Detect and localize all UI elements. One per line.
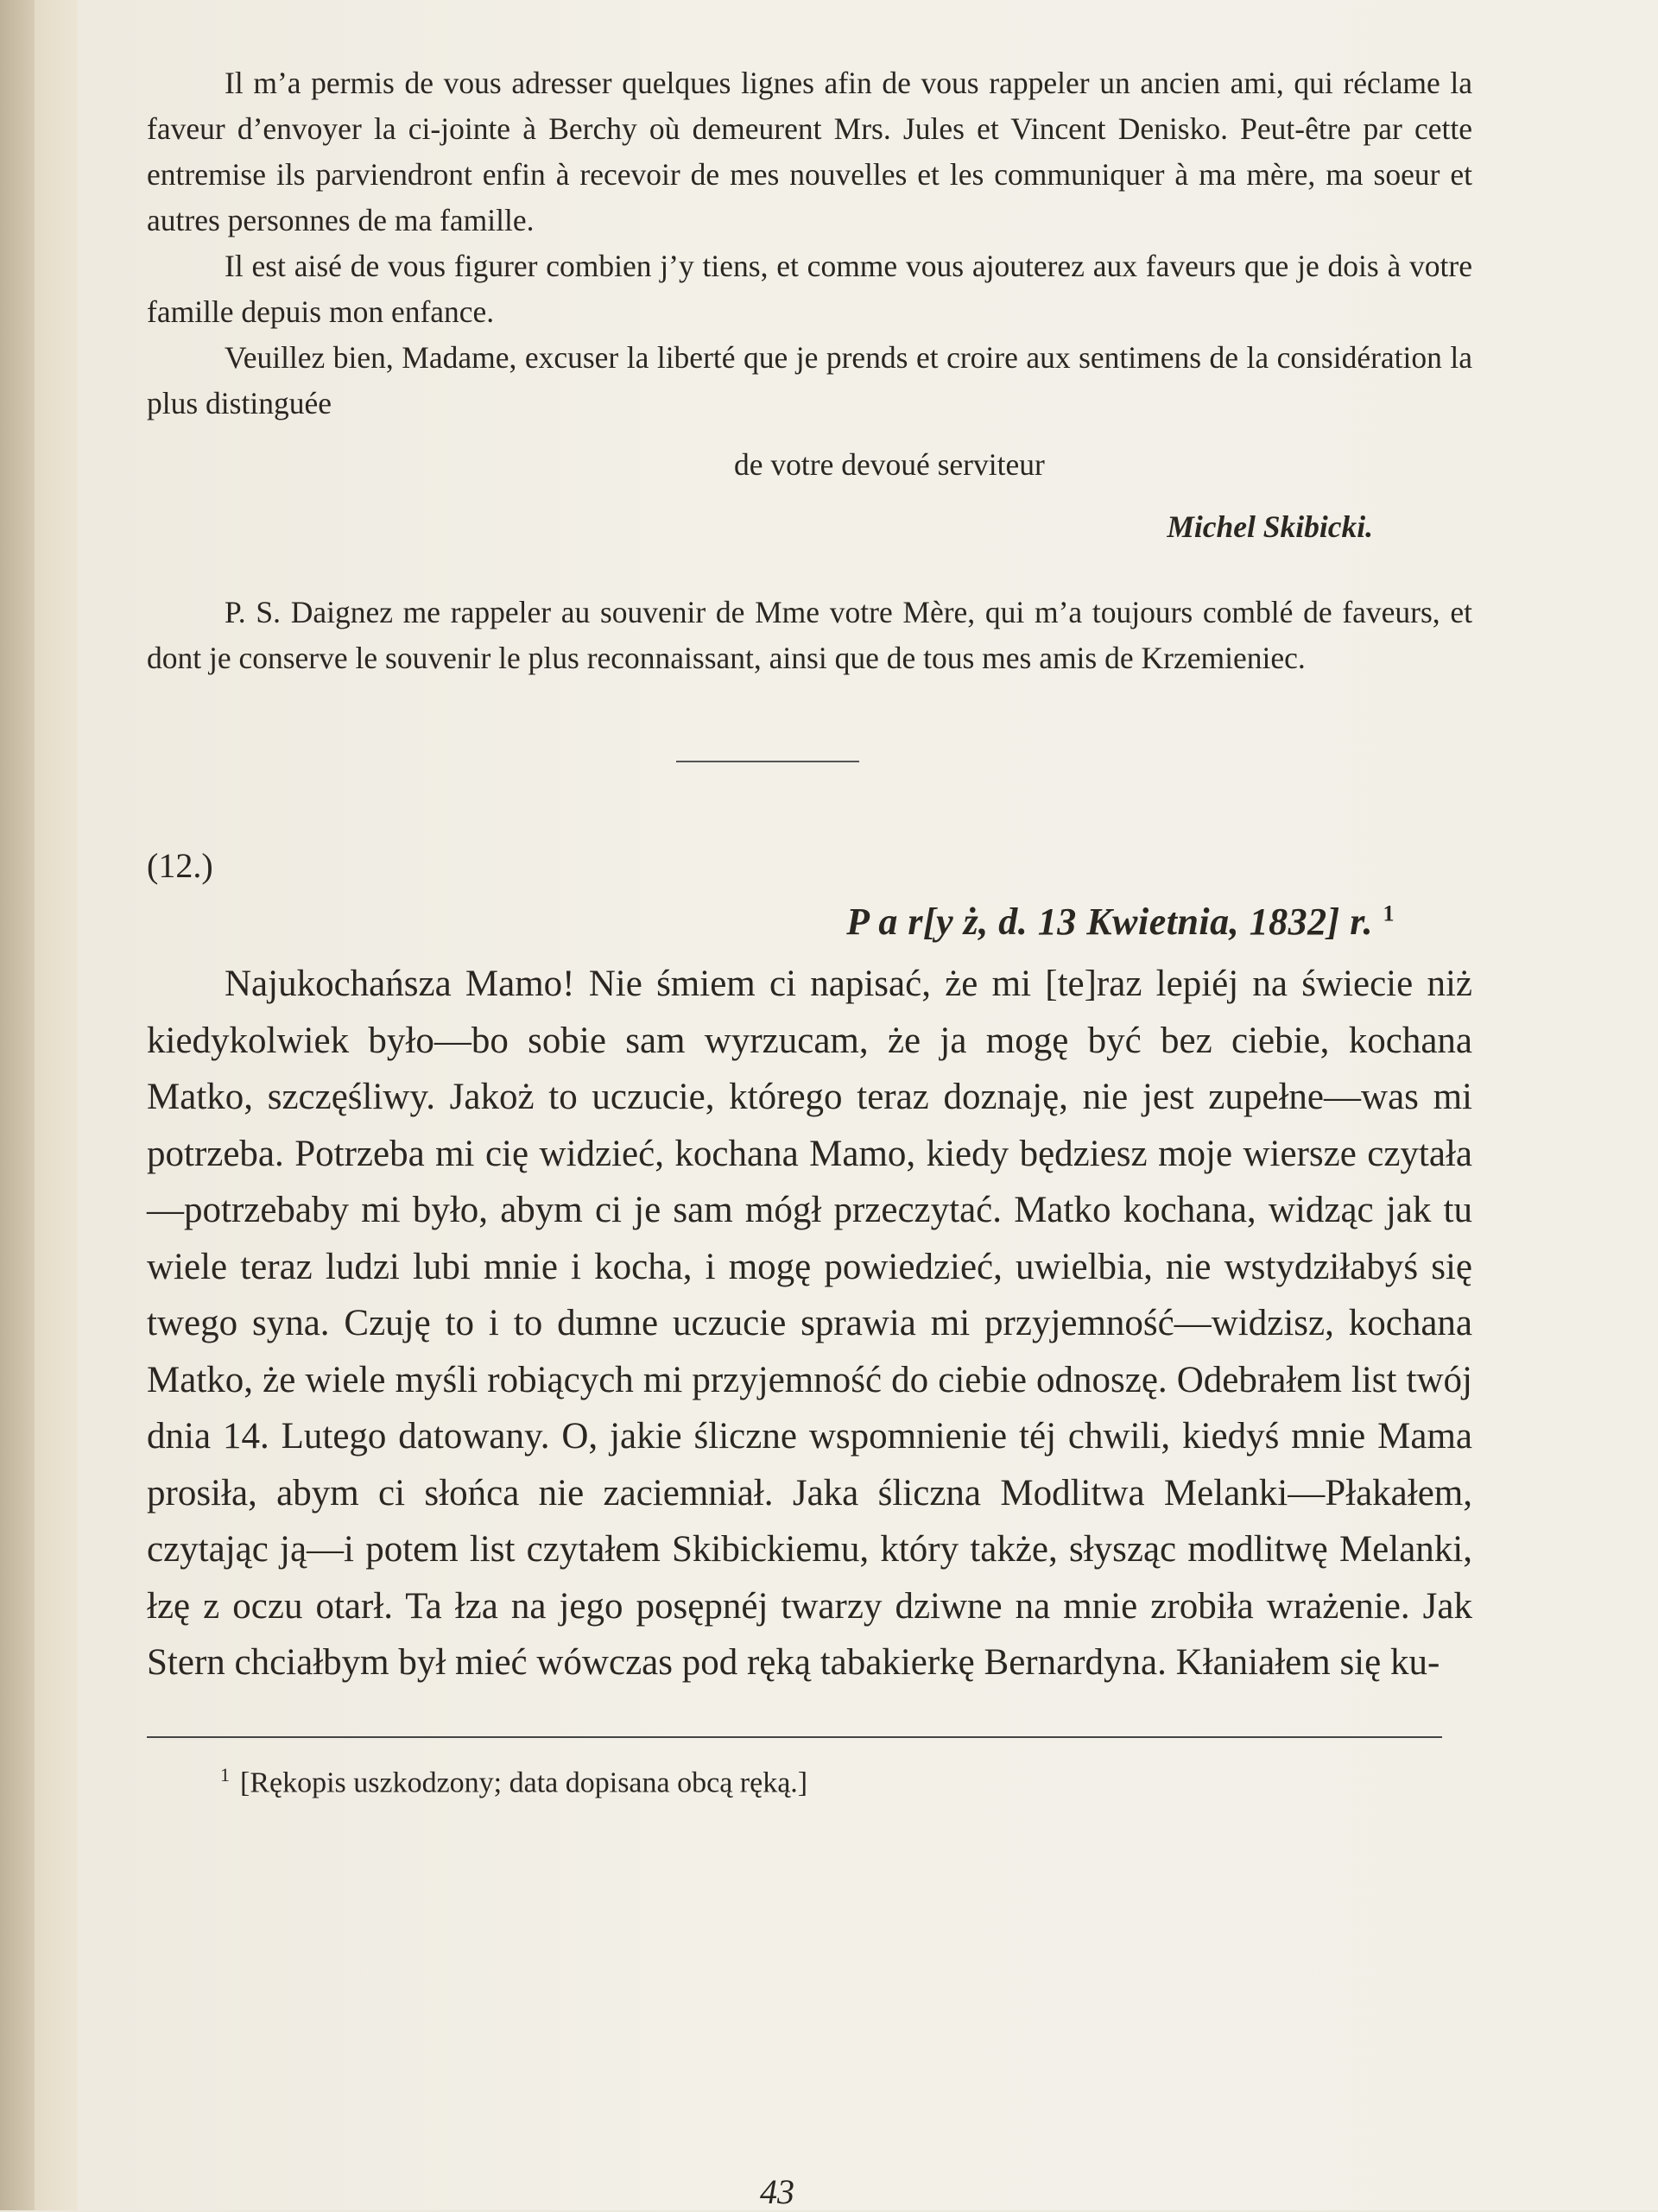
dateline-text: P a r[y ż, d. 13 Kwietnia, 1832] r. (846, 901, 1373, 943)
postscript-text: P. S. Daignez me rappeler au souvenir de Mme votre Mère, qui m’a toujours comblé de faveurs, et dont je conserve le souvenir le plus reconnaissant, ainsi que de tous mes amis de Krzemieniec. (147, 595, 1472, 675)
french-paragraph-2: Il est aisé de vous figurer combien j’y tiens, et comme vous ajouterez aux faveurs que je dois à votre famille depuis mon enfance. (147, 249, 1472, 329)
letter-signature: Michel Skibicki. (1167, 509, 1373, 544)
left-page-edge (0, 0, 35, 2210)
page-number: 43 (760, 2172, 794, 2211)
page-content (147, 60, 1472, 1799)
french-paragraph-3: Veuillez bien, Madame, excuser la liberté que je prends et croire aux sentimens de la considération la plus distinguée (147, 340, 1472, 420)
french-letter (147, 60, 1472, 427)
footnote-text: [Rękopis uszkodzony; data dopisana obcą ręką.] (240, 1766, 808, 1798)
polish-letter-text: Najukochańsza Mamo! Nie śmiem ci napisać, że mi [te]raz lepiéj na świecie niż kiedykolwiek było—bo sobie sam wyrzucam, że ja mogę być bez ciebie, kochana Matko, szczęśliwy. Jakoż to uczucie, którego teraz doznaję, nie jest zupełne—was mi potrzeba. Potrzeba mi cię widzieć, kochana Mamo, kiedy będziesz moje wiersze czytała—potrzebaby mi było, abym ci je sam mógł przeczytać. Matko kochana, widząc jak tu wiele teraz ludzi lubi mnie i kocha, i mogę powiedzieć, uwielbia, nie wstydziłabyś się twego syna. Czuję to i to dumne uczucie sprawia mi przyjemność—widzisz, kochana Matko, że wiele myśli robiących mi przyjemność do ciebie odnoszę. Odebrałem list twój dnia 14. Lutego datowany. O, jakie śliczne wspomnienie téj chwili, kiedyś mnie Mama prosiła, abym ci słońca nie zaciemniał. Jaka śliczna Modlitwa Melanki—Płakałem, czytając ją—i potem list czytałem Skibickiemu, który także, słysząc modlitwę Melanki, łzę z oczu otarł. Ta łza na jego posępnéj twarzy dziwne na mnie zrobiła wrażenie. Jak Stern chciałbym był mieć wówczas pod ręką tabakierkę Bernardyna. Kłaniałem się ku- (147, 964, 1472, 1683)
footnote (147, 1764, 1472, 1799)
letter-closing: de votre devoué serviteur (734, 447, 1045, 482)
footnote-mark: 1 (220, 1763, 230, 1785)
letter-number: (12.) (147, 846, 213, 885)
dateline-footnote-mark: 1 (1383, 901, 1395, 926)
french-paragraph-1: Il m’a permis de vous adresser quelques lignes afin de vous rappeler un ancien ami, qui réclame la faveur d’envoyer la ci-jointe à Berchy où demeurent Mrs. Jules et Vincent Denisko. Peut-être par cette entremise ils parviendront enfin à recevoir de mes nouvelles et les communiquer à ma mère, ma soeur et autres personnes de ma famille. (147, 66, 1472, 237)
section-separator (676, 761, 859, 762)
postscript (147, 590, 1472, 681)
polish-letter-body (147, 956, 1472, 1691)
letter-dateline (147, 900, 1472, 944)
footnote-rule (147, 1736, 1442, 1738)
